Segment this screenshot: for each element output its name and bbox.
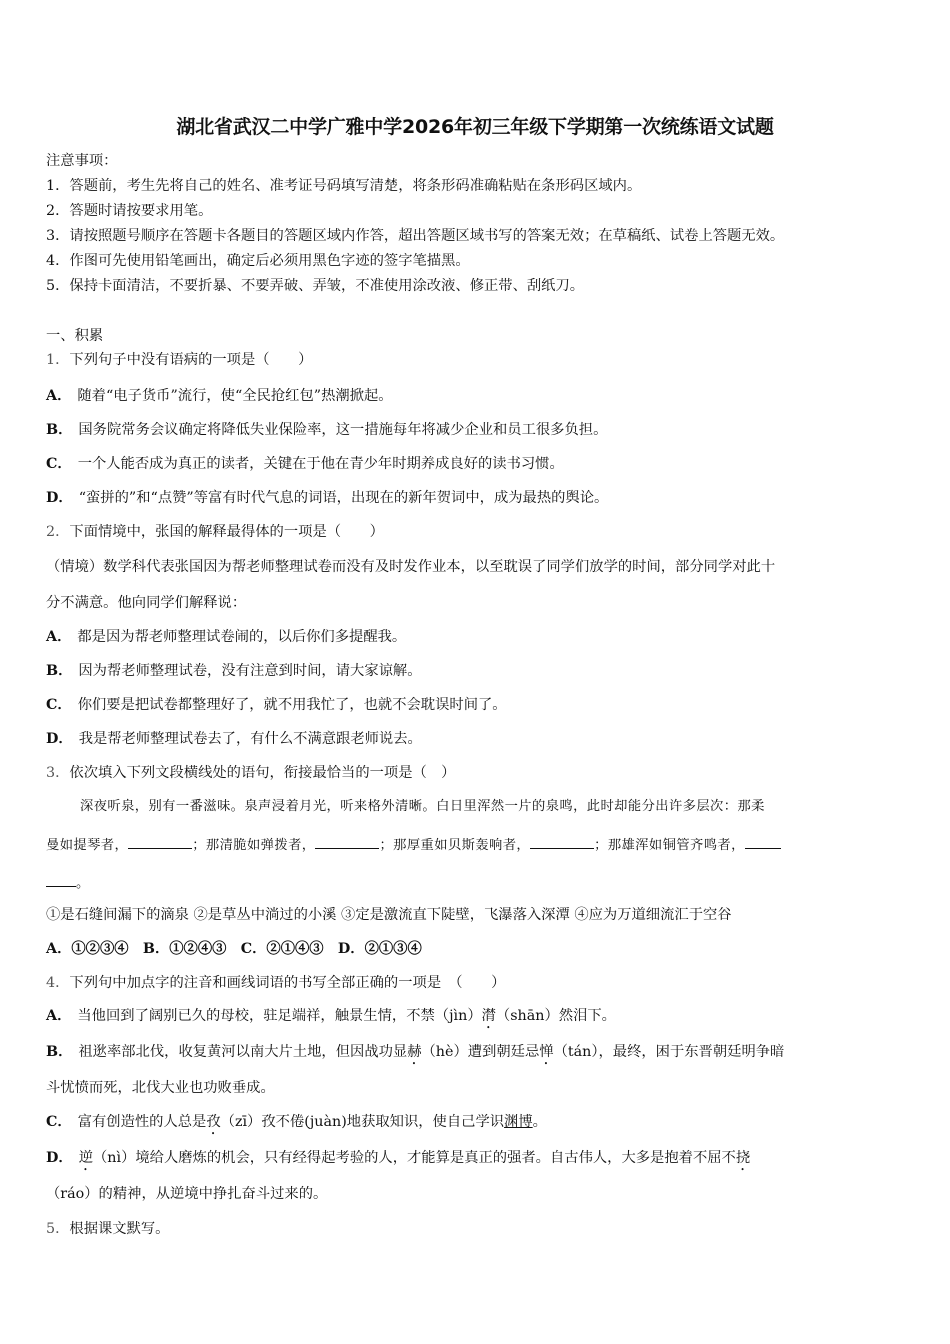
fill-blank	[315, 834, 379, 849]
dotted-char: 惮	[539, 1044, 554, 1060]
passage-text: ；那厚重如贝斯轰响者，	[379, 838, 531, 853]
notice-item: 2．答题时请按要求用笔。	[46, 203, 213, 219]
q4-option-d	[46, 1148, 750, 1174]
question-text: 根据课文默写。	[69, 1221, 170, 1237]
q2-option-b	[46, 661, 422, 681]
question-1-stem	[46, 350, 312, 370]
section-heading: 一、积累	[46, 328, 104, 344]
question-number: 3．	[46, 765, 70, 781]
underlined-word: 渊博	[504, 1114, 533, 1130]
option-text: 随着“电子货币”流行，使“全民抢红包”热潮掀起。	[77, 388, 393, 404]
option-label: A．	[46, 629, 72, 645]
passage-text: 曼如提琴者，	[46, 838, 129, 853]
q2-context-line: 分不满意。他向同学们解释说：	[46, 595, 247, 611]
question-2-stem	[46, 522, 384, 542]
option-label: D．	[46, 490, 73, 506]
q1-option-a	[46, 386, 393, 406]
option-text: 富有创造性的人总是	[77, 1114, 207, 1130]
passage-text: 。	[76, 876, 90, 891]
dotted-char: 挠	[735, 1150, 751, 1166]
fill-blank	[128, 834, 192, 849]
q1-option-c	[46, 454, 564, 474]
option-label: B．	[46, 663, 73, 679]
q4-option-d-cont: （ráo）的精神，从逆境中挣扎奋斗过来的。	[46, 1186, 328, 1202]
q2-context-line: （情境）数学科代表张国因为帮老师整理试卷而没有及时发作业本，以至耽误了同学们放学的时间，部分同学对此十	[46, 559, 776, 575]
q1-option-d	[46, 488, 608, 508]
option-text: 当他回到了阔别已久的母校，驻足端祥，触景生情，不禁（jìn）	[77, 1008, 482, 1024]
notice-heading: 注意事项：	[46, 153, 118, 169]
option-label: D．	[46, 1150, 73, 1166]
question-number: 1．	[46, 352, 70, 368]
q2-option-a	[46, 627, 406, 647]
question-3-stem	[46, 763, 455, 783]
option-text: （shān）然泪下。	[495, 1008, 616, 1024]
option-label: C．	[46, 1114, 72, 1130]
option-text: （hè）遭到朝廷忌	[421, 1044, 540, 1060]
q4-option-a	[46, 1006, 616, 1032]
q2-option-c	[46, 695, 507, 715]
page-title: 湖北省武汉二中学广雅中学2026年初三年级下学期第一次统练语文试题	[176, 116, 774, 138]
option-text: 国务院常务会议确定将降低失业保险率，这一措施每年将减少企业和员工很多负担。	[78, 422, 608, 438]
q4-option-b	[46, 1042, 784, 1068]
option-text: （tán），最终，困于东晋朝廷明争暗	[553, 1044, 785, 1060]
option-text: 我是帮老师整理试卷去了，有什么不满意跟老师说去。	[78, 731, 422, 747]
question-5-stem	[46, 1219, 169, 1239]
question-number: 2．	[46, 524, 70, 540]
option-text: 一个人能否成为真正的读者，关键在于他在青少年时期养成良好的读书习惯。	[77, 456, 564, 472]
dotted-char: 孜	[206, 1114, 221, 1130]
q3-answers: A．①②③④ B．①②④③ C．②①④③ D．②①③④	[46, 941, 422, 957]
q3-passage-line: 深夜听泉，别有一番滋味。泉声浸着月光，听来格外清晰。白日里浑然一片的泉鸣，此时却能分出许多层次：那柔	[80, 799, 765, 814]
option-label: A．	[46, 388, 72, 404]
notice-item: 5．保持卡面清洁，不要折暴、不要弄破、弄皱，不准使用涂改液、修正带、刮纸刀。	[46, 278, 585, 294]
fill-blank	[530, 834, 594, 849]
passage-text: ；那清脆如弹拨者，	[192, 838, 316, 853]
notice-item: 3．请按照题号顺序在答题卡各题目的答题区域内作答，超出答题区域书写的答案无效；在草稿纸、试卷上答题无效。	[46, 228, 785, 244]
option-label: C．	[46, 456, 72, 472]
q2-option-d	[46, 729, 422, 749]
q4-option-b-cont: 斗忧愤而死，北伐大业也功败垂成。	[46, 1080, 275, 1096]
q1-option-b	[46, 420, 607, 440]
dotted-char: 赫	[407, 1044, 422, 1060]
fill-blank	[46, 872, 76, 887]
q3-passage-line	[46, 834, 781, 856]
q4-option-c	[46, 1112, 547, 1138]
question-text: 下列句子中没有语病的一项是（ ）	[69, 352, 313, 368]
dotted-char: 潸	[481, 1008, 496, 1024]
passage-text: ；那雄浑如铜管齐鸣者，	[594, 838, 745, 853]
question-number: 4．	[46, 975, 70, 991]
option-text: （nì）境给人磨炼的机会，只有经得起考验的人，才能算是真正的强者。自古伟人，大多是抱着不屈不	[93, 1150, 736, 1166]
q3-passage-line	[46, 872, 90, 894]
notice-item: 1．答题前，考生先将自己的姓名、准考证号码填写清楚，将条形码准确粘贴在条形码区域内。	[46, 178, 642, 194]
question-4-stem	[46, 973, 505, 993]
question-text: 依次填入下列文段横线处的语句，衔接最恰当的一项是（ ）	[69, 765, 456, 781]
option-label: B．	[46, 1044, 73, 1060]
option-text: 祖逖率部北伐，收复黄河以南大片土地，但因战功显	[78, 1044, 408, 1060]
option-text: （zī）孜不倦(juàn)地获取知识，使自己学识	[220, 1114, 505, 1130]
option-label: B．	[46, 422, 73, 438]
option-label: D．	[46, 731, 73, 747]
option-text: 。	[532, 1114, 547, 1130]
option-label: C．	[46, 697, 72, 713]
option-text: 你们要是把试卷都整理好了，就不用我忙了，也就不会耽误时间了。	[77, 697, 507, 713]
question-text: 下列句中加点字的注音和画线词语的书写全部正确的一项是 （ ）	[69, 975, 506, 991]
fill-blank	[745, 834, 781, 849]
option-text: 因为帮老师整理试卷，没有注意到时间，请大家谅解。	[78, 663, 422, 679]
option-label: A．	[46, 1008, 72, 1024]
option-text: “蛮拼的”和“点赞”等富有时代气息的词语，出现在的新年贺词中，成为最热的舆论。	[78, 490, 609, 506]
q3-choices: ①是石缝间漏下的滴泉 ②是草丛中淌过的小溪 ③定是激流直下陡壁，飞瀑落入深潭 ④应为万道细流汇于空谷	[46, 907, 732, 923]
dotted-char: 逆	[78, 1150, 93, 1166]
question-text: 下面情境中，张国的解释最得体的一项是（ ）	[69, 524, 384, 540]
question-number: 5．	[46, 1221, 70, 1237]
notice-item: 4．作图可先使用铅笔画出，确定后必须用黑色字迹的签字笔描黑。	[46, 253, 470, 269]
option-text: 都是因为帮老师整理试卷闹的，以后你们多提醒我。	[77, 629, 407, 645]
